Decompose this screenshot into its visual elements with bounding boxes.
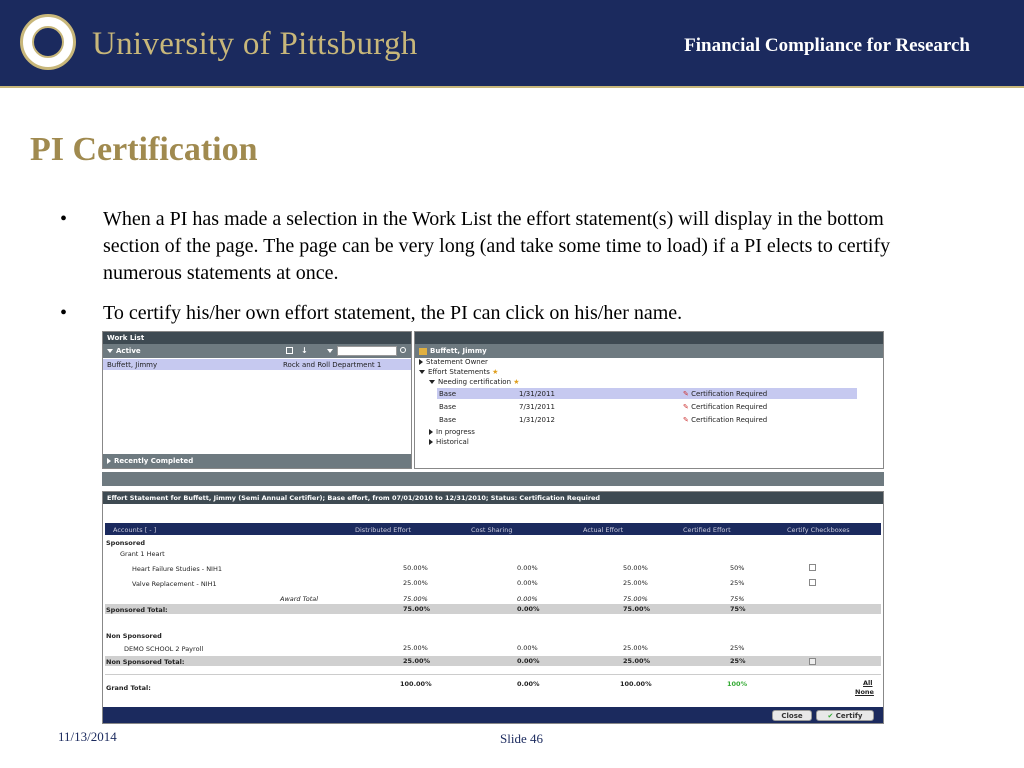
distributed-value: 25.00% [403,579,428,587]
statement-date: 1/31/2012 [519,416,555,424]
account-name: DEMO SCHOOL 2 Payroll [124,645,204,653]
header-rule [0,86,1024,88]
actual-value: 50.00% [623,564,648,572]
non-sponsored-heading: Non Sponsored [106,632,162,640]
tree-statement-row[interactable] [437,388,857,399]
statement-footer-bar [103,707,883,723]
certify-checkbox[interactable] [809,658,816,665]
expand-icon [429,380,435,384]
statement-type: Base [439,403,457,411]
award-actual: 75.00% [623,595,648,603]
col-actual: Actual Effort [583,526,624,534]
university-seal-icon [20,14,76,70]
certify-checkbox[interactable] [809,579,816,586]
worklist-active-header[interactable] [103,344,411,358]
certified-value: 50% [730,564,745,572]
statement-date: 7/31/2011 [519,403,555,411]
certified-value: 25% [730,644,745,652]
col-accounts[interactable]: Accounts [ - ] [113,526,157,534]
grand-total-distributed: 100.00% [400,680,432,688]
grand-total-divider [105,674,881,675]
account-name: Valve Replacement - NIH1 [132,580,217,588]
bullet-marker: • [60,302,68,324]
col-certify-checkboxes: Certify Checkboxes [787,526,850,534]
award-total-label: Award Total [280,595,319,603]
status-cell: ✎ Certification Required [683,390,768,398]
cert-required-icon: ✎ [683,390,689,398]
bullet-2 [60,300,900,328]
select-none-link[interactable]: None [855,688,874,696]
award-distributed: 75.00% [403,595,428,603]
bullet-marker: • [60,208,68,230]
cost-value: 0.00% [517,644,538,652]
sponsored-total-row [105,604,881,614]
cert-required-icon: ✎ [683,403,689,411]
university-logo: University of Pittsburgh [92,26,418,62]
statement-tree-panel [414,331,884,469]
slide-title: PI Certification [30,131,258,168]
grand-total-cost: 0.00% [517,680,540,688]
cost-value: 0.00% [517,579,538,587]
distributed-value: 25.00% [403,644,428,652]
bullet-1 [60,206,900,290]
tree-needing-certification[interactable]: Needing certification ★ [429,378,520,386]
tree-statement-owner[interactable]: Statement Owner [419,358,488,366]
recent-label: Recently Completed [114,457,194,465]
star-icon: ★ [513,378,520,386]
copy-icon[interactable] [286,347,293,354]
tree-statement-row[interactable] [437,414,857,425]
footer-slide-number: Slide 46 [500,731,543,746]
status-cell: ✎ Certification Required [683,403,768,411]
worklist-panel [102,331,412,469]
bullet-text: To certify his/her own effort statement, the PI can click on his/her name. [103,302,683,324]
actual-value: 25.00% [623,644,648,652]
spacer [103,504,883,522]
grand-total-actual: 100.00% [620,680,652,688]
close-button[interactable]: Close [772,710,812,721]
tree-top-bar [415,332,883,344]
tree-historical[interactable]: Historical [429,438,469,446]
col-certified: Certified Effort [683,526,731,534]
statement-date: 1/31/2011 [519,390,555,398]
worklist-pi-name[interactable]: Buffett, Jimmy [107,361,158,369]
check-icon: ✔ [827,712,834,720]
certify-checkbox[interactable] [809,564,816,571]
statement-title: Effort Statement for Buffett, Jimmy (Semi Annual Certifier); Base effort, from 07/01/2010 to 12/31/2010; Status: Certification Required [103,492,883,504]
col-distributed: Distributed Effort [355,526,411,534]
column-header-row [105,523,881,535]
collapsed-icon [429,439,433,445]
people-icon [419,348,427,355]
tree-statement-row[interactable] [437,401,857,412]
grand-total-certified: 100% [727,680,748,688]
sponsored-total-actual: 75.00% [623,605,651,613]
non-sponsored-total-certified: 25% [730,657,746,665]
non-sponsored-total-label: Non Sponsored Total: [106,658,185,666]
star-icon: ★ [492,368,499,376]
search-icon[interactable] [400,347,406,353]
worklist-title: Work List [103,332,411,344]
non-sponsored-total-actual: 25.00% [623,657,651,665]
recently-completed-header[interactable] [103,454,411,468]
tree-effort-statements[interactable]: Effort Statements ★ [419,368,498,376]
grand-total-label: Grand Total: [106,684,151,692]
statement-type: Base [439,390,457,398]
effort-statement-panel [102,491,884,724]
collapsed-icon [107,458,111,464]
sponsored-total-distributed: 75.00% [403,605,431,613]
statement-type: Base [439,416,457,424]
expand-icon [419,370,425,374]
award-cost: 0.00% [517,595,538,603]
collapsed-icon [419,359,423,365]
col-cost-sharing: Cost Sharing [471,526,513,534]
actual-value: 25.00% [623,579,648,587]
bullet-text: When a PI has made a selection in the Work List the effort statement(s) will display in the bottom section of the page. The page can be very long (and take some time to load) if a PI elects to certify numerous statements at once. [103,208,891,284]
non-sponsored-total-row [105,656,881,666]
sort-icon[interactable]: ↓ [301,346,308,355]
splitter-bar[interactable] [102,472,884,486]
sponsored-total-cost: 0.00% [517,605,540,613]
worklist-dept: Rock and Roll Department 1 [283,361,382,369]
grant-name: Grant 1 Heart [120,550,165,558]
footer-date: 11/13/2014 [58,729,117,744]
active-label: Active [116,347,141,355]
sponsored-heading: Sponsored [106,539,146,547]
filter-icon[interactable] [327,349,333,353]
collapsed-icon [429,429,433,435]
sponsored-total-certified: 75% [730,605,746,613]
tree-owner-header [415,344,883,358]
worklist-row[interactable] [103,359,411,370]
certified-value: 25% [730,579,745,587]
tree-in-progress[interactable]: In progress [429,428,475,436]
header-band [0,0,1024,86]
tree-owner-name: Buffett, Jimmy [430,347,487,355]
cert-required-icon: ✎ [683,416,689,424]
non-sponsored-total-distributed: 25.00% [403,657,431,665]
cost-value: 0.00% [517,564,538,572]
select-all-link[interactable]: All [863,679,873,687]
certify-button[interactable]: ✔ Certify [816,710,874,721]
expand-icon [107,349,113,353]
status-cell: ✎ Certification Required [683,416,768,424]
header-tagline: Financial Compliance for Research [684,35,970,56]
award-certified: 75% [730,595,745,603]
account-name: Heart Failure Studies - NIH1 [132,565,223,573]
distributed-value: 50.00% [403,564,428,572]
sponsored-total-label: Sponsored Total: [106,606,168,614]
non-sponsored-total-cost: 0.00% [517,657,540,665]
worklist-search-input[interactable] [337,346,397,356]
